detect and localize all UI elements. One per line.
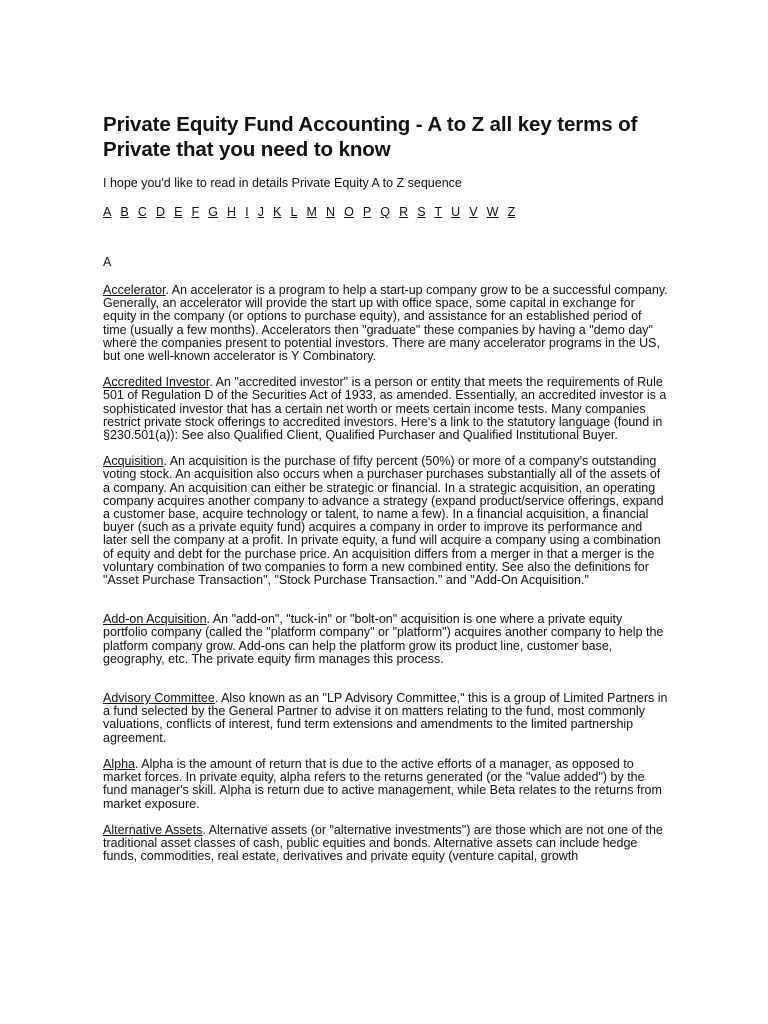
letter-link[interactable]: F: [191, 205, 200, 219]
page-title: Private Equity Fund Accounting - A to Z all key terms of Private that you need to know: [103, 113, 638, 161]
glossary-term: Alpha: [103, 756, 135, 771]
glossary-term: Acquisition: [103, 454, 164, 469]
letter-link[interactable]: H: [227, 205, 237, 219]
glossary-entry: [103, 376, 668, 442]
letter-link[interactable]: W: [486, 205, 499, 219]
letter-link[interactable]: Q: [380, 205, 391, 219]
section-heading: A: [103, 255, 112, 269]
letter-link[interactable]: M: [306, 205, 317, 219]
glossary-definition: . Also known as an "LP Advisory Committee," this is a group of Limited Partners in a fund selected by the General Partner to advise it on matters relating to the fund, most commonly valuations, conflicts of interest, fund term extensions and amendments to the limited partnership agreement.: [103, 691, 668, 745]
glossary-entry: [103, 613, 668, 666]
glossary-term: Add-on Acquisition: [103, 612, 207, 627]
letter-link[interactable]: L: [290, 205, 298, 219]
intro-text: I hope you'd like to read in details Private Equity A to Z sequence: [103, 176, 462, 190]
letter-link[interactable]: K: [273, 205, 282, 219]
glossary-entry: [103, 284, 668, 363]
glossary-definition: . An "add-on", "tuck-in" or "bolt-on" acquisition is one where a private equity portfolio company (called the "platform company" or "platform") acquires another company to help the platform company grow. Add-ons can help the platform grow its product line, customer base, geography, etc. The private equity firm manages this process.: [103, 612, 664, 666]
glossary-term: Accelerator: [103, 283, 166, 297]
letter-link[interactable]: C: [137, 205, 147, 219]
glossary-definition: . An accelerator is a program to help a start-up company grow to be a successful company. Generally, an accelerator will provide the start up with office space, some capital in exchange for equity in the company (or options to purchase equity), and assistance for an established period of time (usually a few months). Accelerators then "graduate" these companies by having a "demo day" where the companies present to potential investors. There are many accelerator programs in the US, but one well-known accelerator is Y Combinatory.: [103, 283, 668, 364]
letter-link[interactable]: E: [174, 205, 183, 219]
glossary-term: Accredited Investor: [103, 375, 210, 390]
glossary-entry: [103, 692, 668, 745]
letter-link[interactable]: G: [208, 205, 218, 219]
glossary-definition: . Alpha is the amount of return that is due to the active efforts of a manager, as opposed to market forces. In private equity, alpha refers to the returns generated (or the "value added") by the fund manager's skill. Alpha is return due to active management, while Beta relates to the returns from market exposure.: [103, 756, 662, 811]
letter-link[interactable]: S: [417, 205, 426, 219]
letter-link[interactable]: I: [245, 205, 249, 219]
letter-link[interactable]: U: [451, 205, 461, 219]
letter-link[interactable]: P: [362, 205, 372, 219]
glossary-entry: [103, 455, 668, 587]
letter-link[interactable]: J: [257, 205, 264, 219]
letter-link[interactable]: N: [325, 205, 335, 219]
glossary-entry: [103, 824, 668, 864]
glossary-term: Alternative Assets: [103, 822, 203, 837]
glossary-term: Advisory Committee: [103, 691, 215, 706]
glossary-definition: . An "accredited investor" is a person or entity that meets the requirements of Rule 501 of Regulation D of the Securities Act of 1933, as amended. Essentially, an accredited investor is a sophisticated investor that has a certain net worth or meets certain income tests. Many companies restrict private stock offerings to accredited investors. Here's a link to the statutory language (found in §230.501(a)): See also Qualified Client, Qualified Purchaser and Qualified Institutional Buyer.: [103, 375, 667, 443]
letter-link[interactable]: V: [469, 205, 478, 219]
glossary-definition: . Alternative assets (or "alternative investments") are those which are not one of the traditional asset classes of cash, public equities and bonds. Alternative assets can include hedge funds, commodities, real estate, derivatives and private equity (venture capital, growth: [103, 822, 663, 864]
letter-link[interactable]: Z: [507, 205, 516, 219]
letter-link[interactable]: R: [399, 205, 409, 219]
glossary-definition: . An acquisition is the purchase of fifty percent (50%) or more of a company's outstanding voting stock. An acquisition also occurs when a purchaser purchases substantially all of the assets of a company. An acquisition can either be strategic or financial. In a strategic acquisition, an operating company acquires another company to advance a strategy (expand product/service offerings, expand a customer base, acquire technology or talent, to name a few). In a financial acquisition, a financial buyer (such as a private equity fund) acquires a company in order to improve its performance and later sell the company at a profit. In private equity, a fund will acquire a company using a combination of equity and debt for the purchase price. An acquisition differs from a merger in that a merger is the voluntary combination of two companies to form a new combined entity. See also the definitions for "Asset Purchase Transaction", "Stock Purchase Transaction." and "Add-On Acquisition.": [103, 454, 664, 588]
alphabet-index: [103, 205, 668, 220]
letter-link[interactable]: O: [344, 205, 354, 219]
letter-link[interactable]: T: [434, 205, 443, 219]
letter-link[interactable]: D: [155, 205, 165, 219]
letter-link[interactable]: B: [120, 205, 129, 219]
letter-link[interactable]: A: [103, 205, 112, 219]
glossary-entry: [103, 758, 668, 811]
